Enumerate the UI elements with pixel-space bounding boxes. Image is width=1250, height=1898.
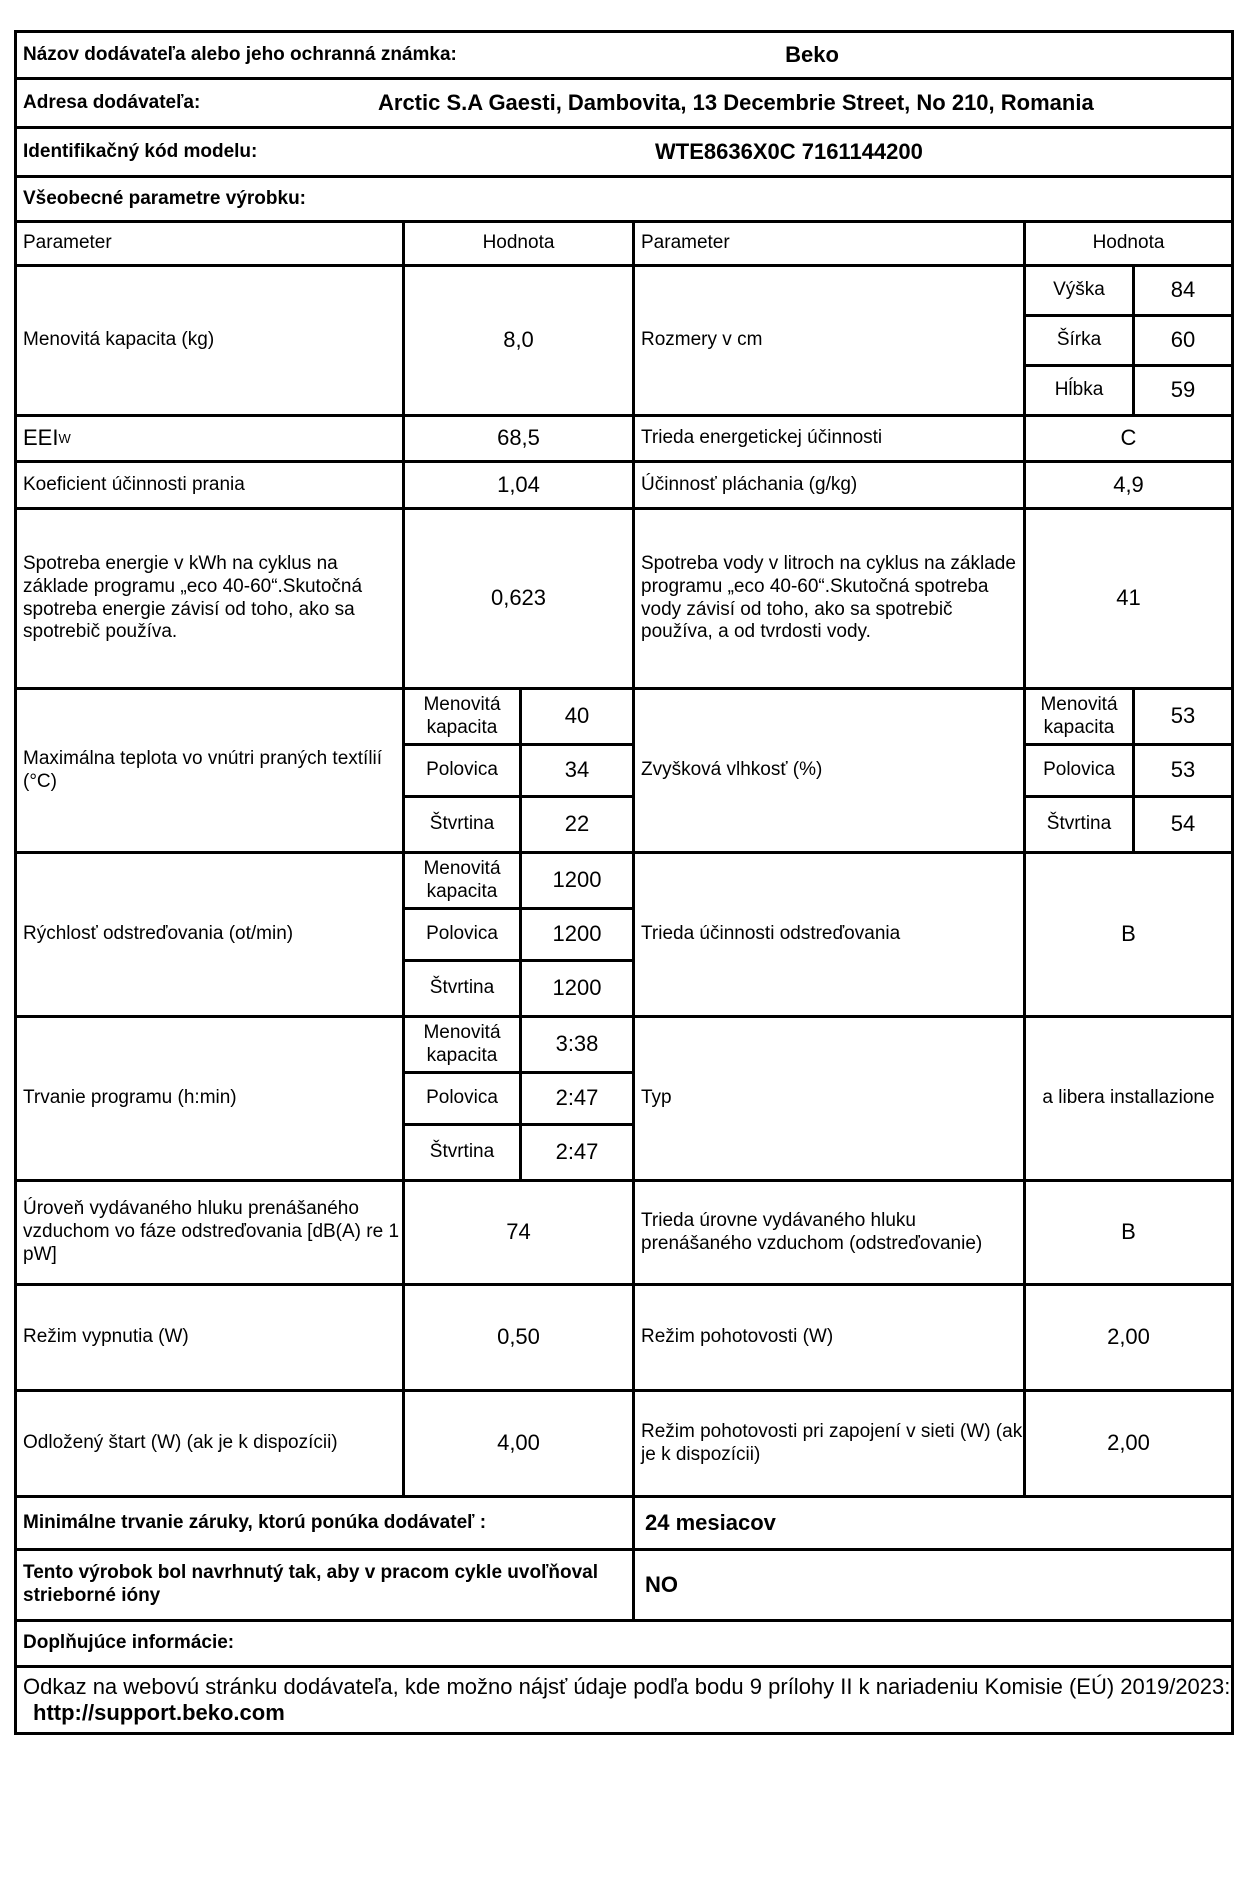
washing-efficiency-label: Koeficient účinnosti prania: [14, 460, 405, 510]
rinsing-efficiency-value: 4,9: [1023, 460, 1234, 510]
supplier-address-row: [14, 77, 1234, 129]
max-temp-nominal-label: Menovitá kapacita: [402, 687, 522, 746]
duration-half-label: Polovica: [402, 1071, 522, 1126]
spin-class-label: Trieda účinnosti odstreďovania: [632, 851, 1026, 1018]
moisture-half-label: Polovica: [1023, 743, 1135, 798]
header-parameter-right: Parameter: [632, 220, 1026, 267]
dimension-width-value: 60: [1132, 314, 1234, 367]
supplier-name-label: Názov dodávateľa alebo jeho ochranná známka:: [23, 43, 457, 65]
dimension-width-label: Šírka: [1023, 314, 1135, 367]
delay-start-value: 4,00: [402, 1389, 635, 1498]
eei-label: EEI W: [14, 414, 405, 463]
silver-ions-label: Tento výrobok bol navrhnutý tak, aby v pracom cykle uvoľňoval strieborné ióny: [14, 1548, 635, 1622]
max-temp-quarter-value: 22: [519, 795, 635, 854]
silver-ions-value: NO: [632, 1548, 1234, 1622]
spin-class-value: B: [1023, 851, 1234, 1018]
dimension-height-label: Výška: [1023, 264, 1135, 317]
delay-start-label: Odložený štart (W) (ak je k dispozícii): [14, 1389, 405, 1498]
spin-speed-half-label: Polovica: [402, 907, 522, 962]
duration-nominal-label: Menovitá kapacita: [402, 1015, 522, 1074]
spin-speed-nominal-value: 1200: [519, 851, 635, 910]
noise-class-value: B: [1023, 1179, 1234, 1286]
moisture-quarter-label: Štvrtina: [1023, 795, 1135, 854]
dimensions-label: Rozmery v cm: [632, 264, 1026, 417]
moisture-label: Zvyšková vlhkosť (%): [632, 687, 1026, 854]
capacity-label: Menovitá kapacita (kg): [14, 264, 405, 417]
header-parameter-left: Parameter: [14, 220, 405, 267]
model-id-value: WTE8636X0C 7161144200: [655, 138, 923, 164]
noise-value: 74: [402, 1179, 635, 1286]
dimension-height-value: 84: [1132, 264, 1234, 317]
additional-info-box: [14, 1665, 1234, 1735]
energy-class-value: C: [1023, 414, 1234, 463]
water-consumption-value: 41: [1023, 507, 1234, 690]
moisture-nominal-value: 53: [1132, 687, 1234, 746]
additional-info-text: Odkaz na webovú stránku dodávateľa, kde možno nájsť údaje podľa bodu 9 prílohy II k nariadeniu Komisie (EÚ) 2019/2023:: [23, 1673, 1231, 1699]
max-temp-nominal-value: 40: [519, 687, 635, 746]
spin-speed-nominal-label: Menovitá kapacita: [402, 851, 522, 910]
spin-speed-quarter-label: Štvrtina: [402, 959, 522, 1018]
duration-half-value: 2:47: [519, 1071, 635, 1126]
supplier-name-row: [14, 30, 1234, 80]
supplier-address-label: Adresa dodávateľa:: [23, 91, 201, 113]
moisture-nominal-label: Menovitá kapacita: [1023, 687, 1135, 746]
washing-efficiency-value: 1,04: [402, 460, 635, 510]
eei-subscript: W: [58, 430, 71, 446]
max-temp-half-value: 34: [519, 743, 635, 798]
dimension-depth-label: Hĺbka: [1023, 364, 1135, 417]
energy-consumption-value: 0,623: [402, 507, 635, 690]
spin-speed-half-value: 1200: [519, 907, 635, 962]
additional-info-heading: Doplňujúce informácie:: [14, 1619, 1234, 1668]
capacity-value: 8,0: [402, 264, 635, 417]
moisture-half-value: 53: [1132, 743, 1234, 798]
header-value-left: Hodnota: [402, 220, 635, 267]
eei-value: 68,5: [402, 414, 635, 463]
program-duration-label: Trvanie programu (h:min): [14, 1015, 405, 1182]
type-value: a libera installazione: [1023, 1015, 1234, 1182]
moisture-quarter-value: 54: [1132, 795, 1234, 854]
model-id-row: [14, 126, 1234, 178]
dimension-depth-value: 59: [1132, 364, 1234, 417]
max-temp-quarter-label: Štvrtina: [402, 795, 522, 854]
duration-nominal-value: 3:38: [519, 1015, 635, 1074]
off-mode-label: Režim vypnutia (W): [14, 1283, 405, 1392]
rinsing-efficiency-label: Účinnosť pláchania (g/kg): [632, 460, 1026, 510]
spin-speed-label: Rýchlosť odstreďovania (ot/min): [14, 851, 405, 1018]
warranty-value: 24 mesiacov: [632, 1495, 1234, 1551]
water-consumption-label: Spotreba vody v litroch na cyklus na základe programu „eco 40-60“.Skutočná spotreba vody závisí od toho, ako sa spotrebič používa, a od tvrdosti vody.: [632, 507, 1026, 690]
networked-standby-value: 2,00: [1023, 1389, 1234, 1498]
energy-class-label: Trieda energetickej účinnosti: [632, 414, 1026, 463]
duration-quarter-label: Štvrtina: [402, 1123, 522, 1182]
noise-class-label: Trieda úrovne vydávaného hluku prenášaného vzduchom (odstreďovanie): [632, 1179, 1026, 1286]
duration-quarter-value: 2:47: [519, 1123, 635, 1182]
networked-standby-label: Režim pohotovosti pri zapojení v sieti (W) (ak je k dispozícii): [632, 1389, 1026, 1498]
off-mode-value: 0,50: [402, 1283, 635, 1392]
max-temp-half-label: Polovica: [402, 743, 522, 798]
general-parameters-heading: Všeobecné parametre výrobku:: [14, 175, 1234, 223]
max-temperature-label: Maximálna teplota vo vnútri praných textílií (°C): [14, 687, 405, 854]
energy-consumption-label: Spotreba energie v kWh na cyklus na základe programu „eco 40-60“.Skutočná spotreba energie závisí od toho, ako sa spotrebič používa.: [14, 507, 405, 690]
warranty-label: Minimálne trvanie záruky, ktorú ponúka dodávateľ :: [14, 1495, 635, 1551]
header-value-right: Hodnota: [1023, 220, 1234, 267]
supplier-website-link[interactable]: http://support.beko.com: [33, 1700, 285, 1725]
spin-speed-quarter-value: 1200: [519, 959, 635, 1018]
type-label: Typ: [632, 1015, 1026, 1182]
product-information-sheet: [14, 30, 1234, 1784]
noise-label: Úroveň vydávaného hluku prenášaného vzduchom vo fáze odstreďovania [dB(A) re 1 pW]: [14, 1179, 405, 1286]
supplier-address-value: Arctic S.A Gaesti, Dambovita, 13 Decembrie Street, No 210, Romania: [378, 89, 1094, 115]
model-id-label: Identifikačný kód modelu:: [23, 140, 258, 162]
standby-value: 2,00: [1023, 1283, 1234, 1392]
standby-label: Režim pohotovosti (W): [632, 1283, 1026, 1392]
supplier-name-value: Beko: [785, 41, 839, 67]
